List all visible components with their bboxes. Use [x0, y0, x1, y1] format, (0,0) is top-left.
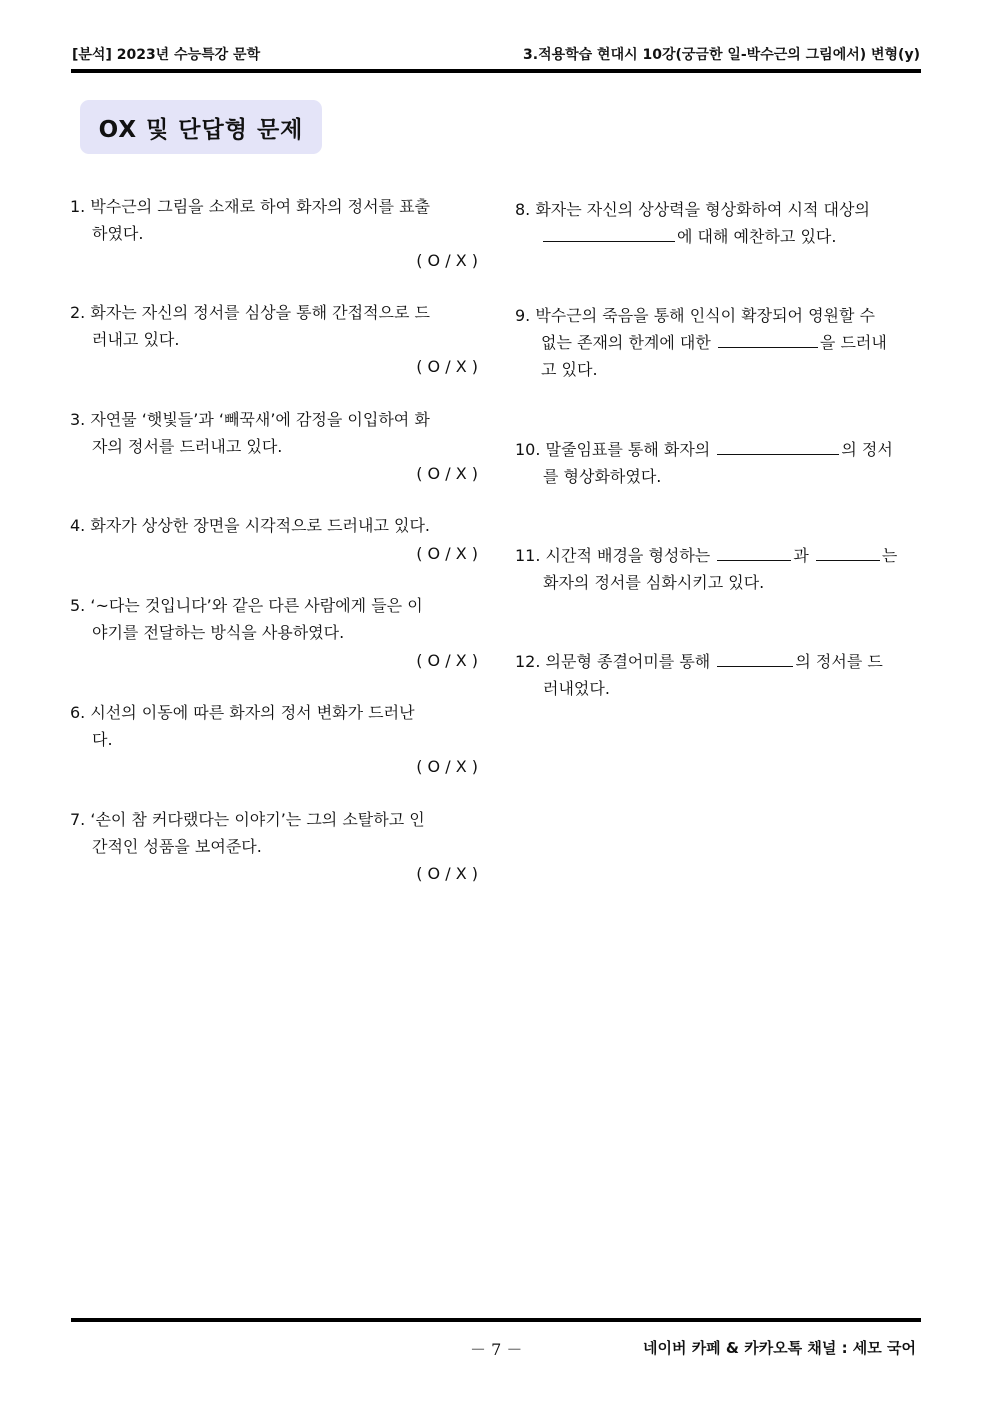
question-3-line-1: 3. 자연물 ‘햇빛들’과 ‘빼꾹새’에 감정을 이입하여 화 — [70, 410, 430, 429]
question-4 — [70, 512, 430, 539]
question-9-line-1: 9. 박수근의 죽음을 통해 인식이 확장되어 영원할 수 — [515, 306, 875, 325]
question-1 — [70, 193, 430, 247]
header-right: 3.적용학습 현대시 10강(궁금한 일-박수근의 그림에서) 변형(y) — [523, 47, 920, 63]
question-9-line-3: 고 있다. — [541, 360, 598, 379]
question-7 — [70, 806, 425, 860]
question-6-line-2: 다. — [92, 730, 113, 749]
footer-divider — [71, 1318, 921, 1322]
ox-mark-3: ( O / X ) — [416, 464, 478, 483]
ox-mark-5: ( O / X ) — [416, 651, 478, 670]
question-11 — [515, 542, 897, 596]
ox-mark-2: ( O / X ) — [416, 357, 478, 376]
ox-mark-1: ( O / X ) — [416, 251, 478, 270]
question-8 — [515, 196, 870, 250]
question-5-line-2: 야기를 전달하는 방식을 사용하였다. — [92, 623, 345, 642]
question-4-line-1: 4. 화자가 상상한 장면을 시각적으로 드러내고 있다. — [70, 516, 430, 535]
question-7-line-2: 간적인 성품을 보여준다. — [92, 837, 262, 856]
question-12-line-2: 러내었다. — [543, 679, 610, 698]
question-2-line-1: 2. 화자는 자신의 정서를 심상을 통해 간접적으로 드 — [70, 303, 430, 322]
question-10 — [515, 436, 893, 490]
question-8-line-1: 8. 화자는 자신의 상상력을 형상화하여 시적 대상의 — [515, 200, 870, 219]
answer-blank[interactable] — [717, 652, 793, 667]
answer-blank[interactable] — [718, 333, 818, 348]
header-left: [분석] 2023년 수능특강 문학 — [72, 47, 261, 63]
answer-blank[interactable] — [543, 227, 675, 242]
answer-blank[interactable] — [717, 546, 791, 561]
question-9 — [515, 302, 887, 383]
question-3-line-2: 자의 정서를 드러내고 있다. — [92, 437, 283, 456]
footer-credit: 네이버 카페 & 카카오톡 채널 : 세모 국어 — [643, 1339, 916, 1357]
question-8-line-2: 에 대해 예찬하고 있다. — [515, 223, 870, 250]
question-11-line-2: 화자의 정서를 심화시키고 있다. — [543, 573, 765, 592]
question-5-line-1: 5. ‘~다는 것입니다’와 같은 다른 사람에게 들은 이 — [70, 596, 423, 615]
question-11-line-1: 11. 시간적 배경을 형성하는 과 는 — [515, 546, 898, 565]
ox-mark-6: ( O / X ) — [416, 757, 478, 776]
question-10-line-1: 10. 말줄임표를 통해 화자의 의 정서 — [515, 440, 893, 459]
question-3 — [70, 406, 430, 460]
question-5 — [70, 592, 423, 646]
question-1-line-2: 하였다. — [92, 224, 144, 243]
header-divider — [71, 69, 921, 73]
ox-mark-4: ( O / X ) — [416, 544, 478, 563]
section-title: OX 및 단답형 문제 — [80, 100, 322, 154]
question-12 — [515, 648, 883, 702]
question-7-line-1: 7. ‘손이 참 커다랬다는 이야기’는 그의 소탈하고 인 — [70, 810, 425, 829]
question-2 — [70, 299, 430, 353]
answer-blank[interactable] — [717, 440, 839, 455]
question-2-line-2: 러내고 있다. — [92, 330, 180, 349]
question-9-line-2: 없는 존재의 한계에 대한 을 드러내 — [541, 333, 887, 352]
ox-mark-7: ( O / X ) — [416, 864, 478, 883]
page-number: － 7 － — [470, 1340, 523, 1359]
question-10-line-2: 를 형상화하였다. — [543, 467, 662, 486]
question-1-line-1: 1. 박수근의 그림을 소재로 하여 화자의 정서를 표출 — [70, 197, 430, 216]
question-6 — [70, 699, 415, 753]
question-12-line-1: 12. 의문형 종결어미를 통해 의 정서를 드 — [515, 652, 883, 671]
question-6-line-1: 6. 시선의 이동에 따른 화자의 정서 변화가 드러난 — [70, 703, 415, 722]
answer-blank[interactable] — [816, 546, 880, 561]
